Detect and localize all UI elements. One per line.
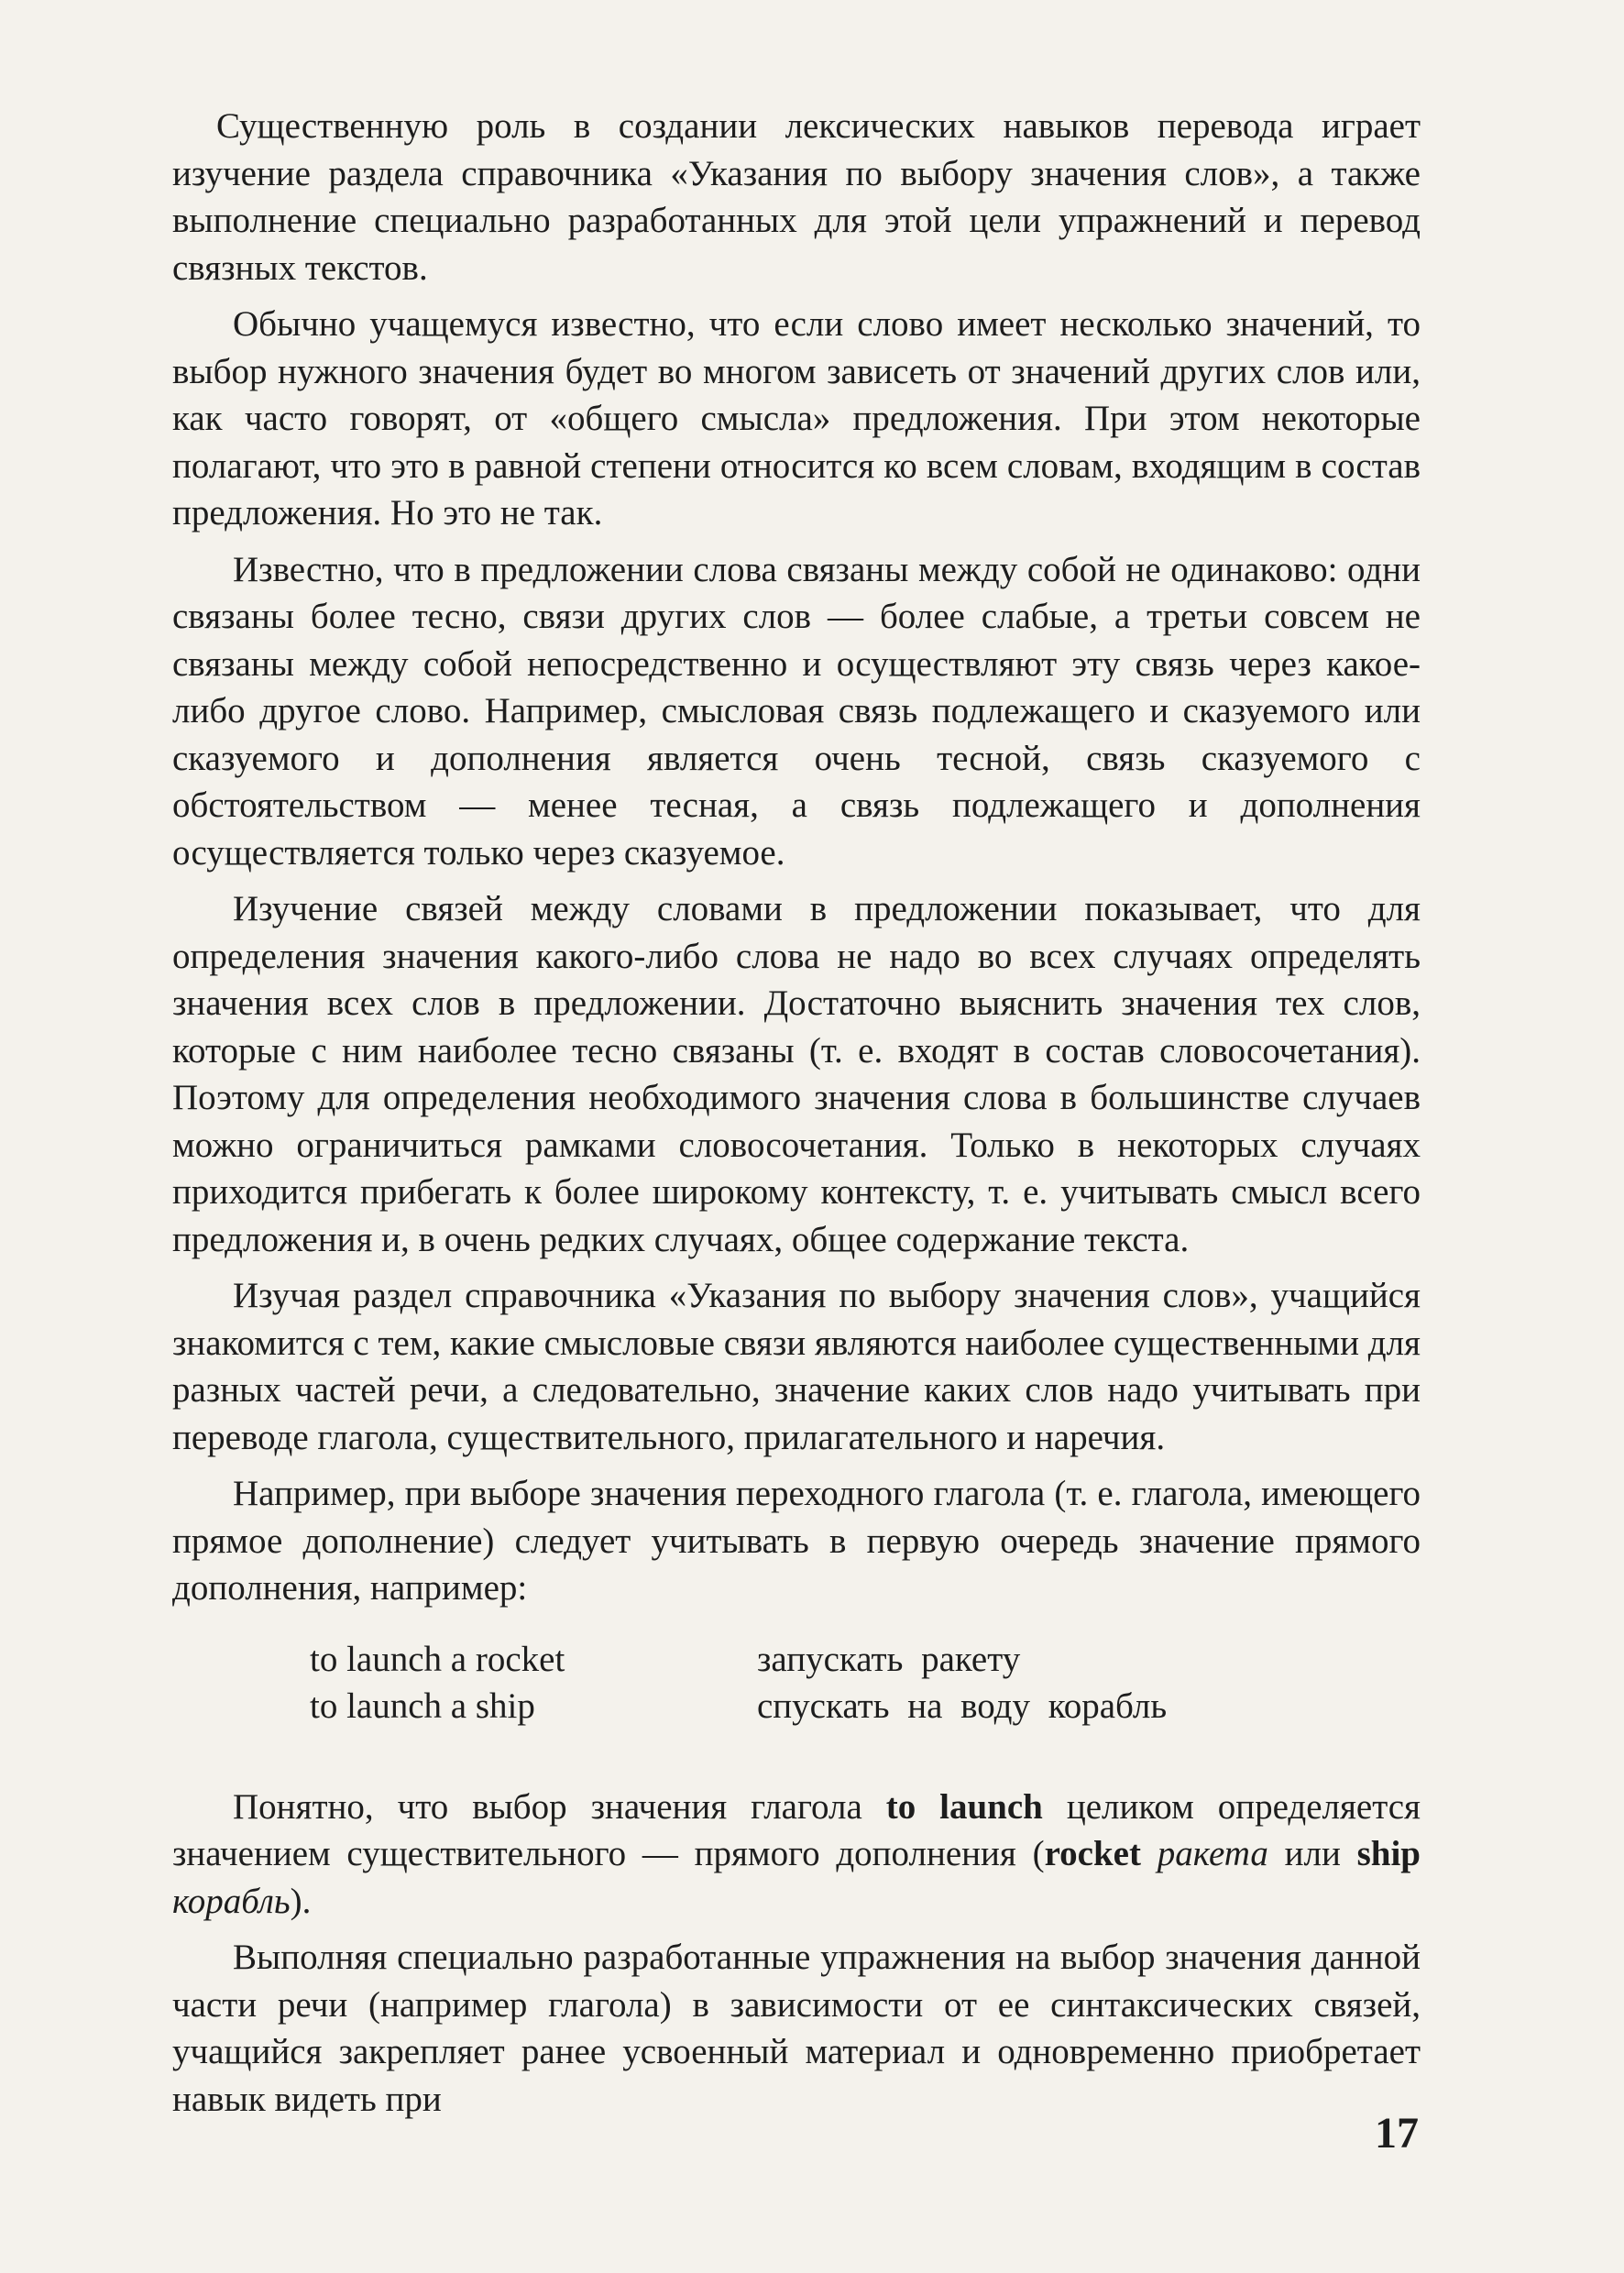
- term-ship: ship: [1356, 1834, 1421, 1873]
- paragraph-4: Изучение связей между словами в предложении показывает, что для определения значения какого-либо слова не надо во всех случаях определять значения всех слов в предложении. Достаточно выяснить значения тех слов, которые с ним наиболее тесно связаны (т. е. входят в состав словосочетания). Поэтому для определения необходимого значения слова в большинстве случаев можно ограничиться рамками словосочетания. Только в некоторых случаях приходится прибегать к более широкому контексту, т. е. учитывать смысл всего предложения и, в очень редких случаях, общее содержание текста.: [172, 889, 1421, 1259]
- paragraph-7: [172, 1784, 1421, 1926]
- example-english: to launch a ship: [310, 1686, 535, 1726]
- example-russian: спускать на воду корабль: [757, 1686, 1168, 1726]
- paragraph-7-text: ).: [290, 1881, 312, 1921]
- page-body: [172, 103, 1421, 2123]
- example-english: to launch a rocket: [310, 1639, 565, 1679]
- paragraph-7-space: [1141, 1834, 1158, 1873]
- paragraph-6: Например, при выборе значения переходного глагола (т. е. глагола, имеющего прямое дополнение) следует учитывать в первую очередь значение прямого дополнения, например:: [172, 1474, 1421, 1608]
- paragraph-7-text: целиком определяется значением существительного — прямого дополнения (: [172, 1786, 1421, 1873]
- example-russian: запускать ракету: [757, 1639, 1021, 1679]
- paragraph-3: Известно, что в предложении слова связаны между собой не одинаково: одни связаны более тесно, связи других слов — более слабые, а третьи совсем не связаны между собой непосредственно и осуществляют эту связь через какое-либо другое слово. Например, смысловая связь подлежащего и сказуемого или сказуемого и дополнения является очень тесной, связь сказуемого с обстоятельством — менее тесная, а связь подлежащего и дополнения осуществляется только через сказуемое.: [172, 549, 1421, 873]
- example-row: [310, 1683, 1167, 1730]
- paragraph-5: Изучая раздел справочника «Указания по выбору значения слов», учащийся знакомится с тем, какие смысловые связи являются наиболее существенными для разных частей речи, а следовательно, значение каких слов надо учитывать при переводе глагола, существительного, прилагательного и наречия.: [172, 1276, 1421, 1457]
- term-to-launch: to launch: [885, 1786, 1043, 1827]
- translation-examples-table: [310, 1636, 1167, 1730]
- paragraph-1: Существенную роль в создании лексических навыков перевода играет изучение раздела справочника «Указания по выбору значения слов», а также выполнение специально разработанных для этой цели упражнений и перевод связных текстов.: [172, 106, 1421, 288]
- gloss-raketa: ракета: [1157, 1834, 1268, 1873]
- example-row: [310, 1636, 1167, 1684]
- paragraph-7-text: Понятно, что выбор значения глагола: [233, 1786, 886, 1827]
- page-number: 17: [1375, 2109, 1419, 2158]
- gloss-korabl: корабль: [172, 1881, 291, 1921]
- term-rocket: rocket: [1044, 1834, 1141, 1873]
- paragraph-2: Обычно учащемуся известно, что если слово имеет несколько значений, то выбор нужного значения будет во многом зависеть от значений других слов или, как часто говорят, от «общего смысла» предложения. При этом некоторые полагают, что это в равной степени относится ко всем словам, входящим в состав предложения. Но это не так.: [172, 304, 1421, 533]
- paragraph-8: Выполняя специально разработанные упражнения на выбор значения данной части речи (например глагола) в зависимости от ее синтаксических связей, учащийся закрепляет ранее усвоенный материал и одновременно приобретает навык видеть при: [172, 1938, 1421, 2119]
- paragraph-7-text: или: [1267, 1834, 1357, 1873]
